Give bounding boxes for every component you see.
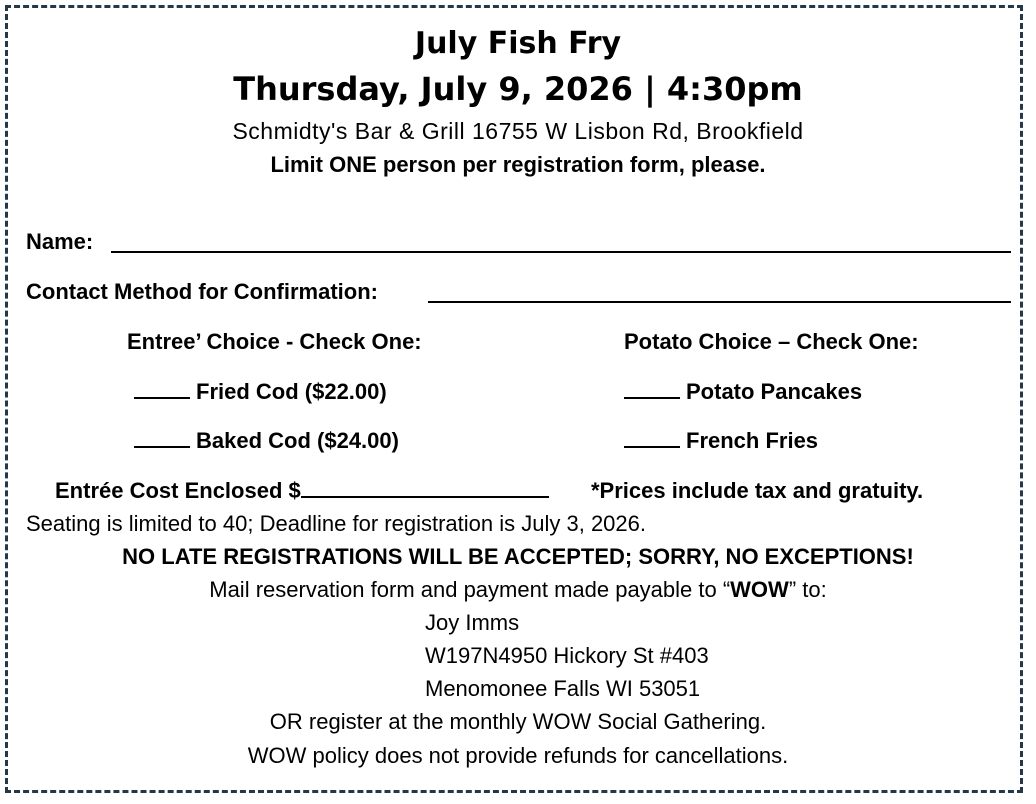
- checkbox-blank[interactable]: [134, 428, 190, 448]
- potato-option-label: Potato Pancakes: [686, 379, 863, 404]
- event-venue: Schmidty's Bar & Grill 16755 W Lisbon Rd, Brookfield: [232, 118, 804, 144]
- contact-label: Contact Method for Confirmation:: [26, 279, 378, 304]
- cost-field[interactable]: [301, 478, 549, 498]
- checkbox-blank[interactable]: [624, 428, 680, 448]
- checkbox-blank[interactable]: [134, 379, 190, 399]
- cost-label: Entrée Cost Enclosed $: [55, 478, 301, 503]
- or-register-note: OR register at the monthly WOW Social Gathering.: [269, 709, 767, 734]
- address-city: Menomonee Falls WI 53051: [425, 676, 701, 701]
- no-late-notice: NO LATE REGISTRATIONS WILL BE ACCEPTED; SORRY, NO EXCEPTIONS!: [122, 544, 914, 569]
- entree-option-label: Baked Cod ($24.00): [196, 428, 399, 453]
- mail-text-before: Mail reservation form and payment made payable to “: [209, 577, 731, 602]
- potato-option-pancakes[interactable]: [624, 379, 862, 405]
- cost-row: [55, 478, 549, 504]
- prices-note: *Prices include tax and gratuity.: [591, 478, 924, 503]
- contact-field[interactable]: [428, 301, 1011, 303]
- seating-note: Seating is limited to 40; Deadline for registration is July 3, 2026.: [26, 511, 646, 536]
- mail-instructions: [0, 577, 1036, 603]
- entree-option-baked-cod[interactable]: [134, 428, 399, 454]
- refund-policy: WOW policy does not provide refunds for cancellations.: [247, 743, 789, 768]
- limit-note: Limit ONE person per registration form, please.: [270, 152, 766, 177]
- entree-option-label: Fried Cod ($22.00): [196, 379, 387, 404]
- name-label: Name:: [26, 229, 94, 254]
- address-name: Joy Imms: [425, 610, 520, 635]
- potato-option-fries[interactable]: [624, 428, 818, 454]
- entree-option-fried-cod[interactable]: [134, 379, 387, 405]
- entree-heading: Entree’ Choice - Check One:: [127, 329, 422, 354]
- event-date-time: Thursday, July 9, 2026 | 4:30pm: [233, 70, 803, 108]
- name-field[interactable]: [111, 251, 1011, 253]
- potato-option-label: French Fries: [686, 428, 819, 453]
- mail-org: WOW: [730, 577, 789, 602]
- address-street: W197N4950 Hickory St #403: [425, 643, 709, 668]
- checkbox-blank[interactable]: [624, 379, 680, 399]
- event-title: July Fish Fry: [414, 26, 622, 61]
- mail-text-after: ” to:: [788, 577, 827, 602]
- potato-heading: Potato Choice – Check One:: [624, 329, 919, 354]
